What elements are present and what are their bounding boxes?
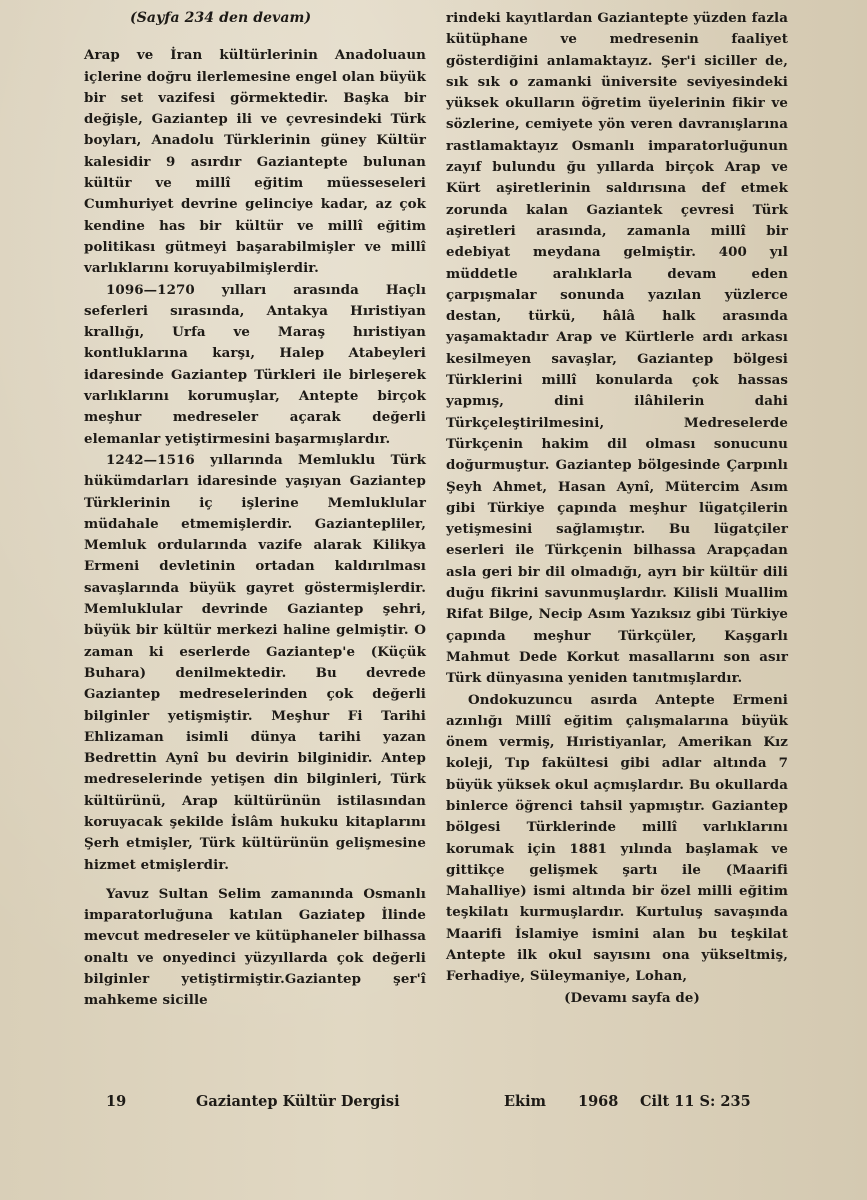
paragraph: Yavuz Sultan Selim zamanında Osmanlı imparatorluğuna katılan Gaziatep İlinde mevcut medreseler ve kütüphaneler bilhassa onaltı ve onyedinci yüzyıllarda çok değerli bilginler yetiştirmiştir.Gaziantep şer'î mahkeme sicille bbox=[84, 885, 426, 1009]
volume-issue: Cilt 11 S: 235 bbox=[640, 1093, 751, 1110]
page-footer bbox=[0, 1093, 867, 1117]
continuation-note-bottom: (Devamı sayfa de) bbox=[564, 989, 700, 1006]
left-column bbox=[84, 8, 426, 1012]
continuation-note-top: (Sayfa 234 den devam) bbox=[130, 10, 312, 26]
issue-month: Ekim bbox=[504, 1093, 546, 1110]
paragraph: Ondokuzuncu asırda Antepte Ermeni azınlığı Millî eğitim çalışmalarına büyük önem vermiş, Hıristiyanlar, Amerikan Kız koleji, Tıp fakültesi gibi adlar altında 7 büyük yüksek okul açmışlardır. Bu okullarda binlerce öğrenci tahsil yapmıştır. Gaziantep bölgesi Türklerinde millî varlıklarını korumak için 1881 yılında başlamak ve gittikçe gelişmek şartı ile (Maarifi Mahalliye) ismi altında bir özel milli eğitim teşkilatı kurmuşlardır. Kurtuluş savaşında Maarifi İslamiye ismini alan bu teşkilat Antepte ilk okul sayısını ona yükseltmiş, Ferhadiye, Süleymaniye, Lohan, bbox=[446, 691, 788, 985]
paragraph: 1242—1516 yıllarında Memluklu Türk hükümdarları idaresinde yaşıyan Gaziantep Türklerinin iç işlerine Memluklular müdahale etmemişlerdir. Gaziantepliler, Memluk ordularında vazife alarak Kilikya Ermeni devletinin ortadan kaldırılması savaşlarında büyük gayret göstermişlerdir. Memluklular devrinde Gaziantep şehri, büyük bir kültür merkezi haline gelmiştir. O zaman ki eserlerde Gaziantep'e (Küçük Buhara) denilmektedir. Bu devrede Gaziantep medreselerinden çok değerli bilginler yetişmiştir. Meşhur Fi Tarihi Ehlizaman isimli dünya tarihi yazan Bedrettin Aynî bu devirin bilginidir. Antep medreselerinde yetişen din bilginleri, Türk kültürünü, Arap kültürünün istilasından koruyacak şekilde İslâm hukuku kitaplarını Şerh etmişler, Türk kültürünün gelişmesine hizmet etmişlerdir. bbox=[84, 451, 426, 873]
issue-year: 1968 bbox=[578, 1093, 619, 1110]
paragraph: Arap ve İran kültürlerinin Anadoluaun içlerine doğru ilerlemesine engel olan büyük bir set vazifesi görmektedir. Başka bir değişle, Gaziantep ili ve çevresindeki Türk boyları, Anadolu Türklerinin güney Kültür kalesidir 9 asırdır Gaziantepte bulunan kültür ve millî eğitim müesseseleri Cumhuriyet devrine gelinciye kadar, az çok kendine has bir kültür ve millî eğitim politikası gütmeyi başarabilmişler ve millî varlıklarını koruyabilmişlerdir. bbox=[84, 47, 426, 277]
page-number: 19 bbox=[106, 1093, 127, 1110]
paragraph: rindeki kayıtlardan Gaziantepte yüzden fazla kütüphane ve medresenin faaliyet gösterdiğini anlamaktayız. Şer'i siciller de, sık sık o zamanki üniversite seviyesindeki yüksek okulların öğretim üyelerinin fikir ve sözlerine, cemiyete yön veren davranışlarına rastlamaktayız Osmanlı imparatorluğunun zayıf bulundu ğu yıllarda birçok Arap ve Kürt aşiretlerinin saldırısına def etmek zorunda kalan Gaziantek çevresi Türk aşiretleri arasında, zamanla millî bir edebiyat meydana gelmiştir. 400 yıl müddetle aralıklarla devam eden çarpışmalar sonunda yazılan yüzlerce destan, türkü, hâlâ halk arasında yaşamaktadır Arap ve Kürtlerle ardı arkası kesilmeyen savaşlar, Gaziantep bölgesi Türklerini millî konularda çok hassas yapmış, dini ilâhilerin dahi Türkçeleştirilmesini, Medreselerde Türkçenin hakim dil olması sonucunu doğurmuştur. Gaziantep bölgesinde Çarpınlı Şeyh Ahmet, Hasan Aynî, Mütercim Asım gibi Türkiye çapında meşhur lügatçilerin yetişmesini sağlamıştır. Bu lügatçiler eserleri ile Türkçenin bilhassa Arapçadan asla geri bir dil olmadığı, ayrı bir kültür dili duğu fikrini savunmuşlardır. Kilisli Muallim Rifat Bilge, Necip Asım Yazıksız gibi Türkiye çapında meşhur Türkçüler, Kaşgarlı Mahmut Dede Korkut masallarını son asır Türk dünyasına yeniden tanıtmışlardır. bbox=[446, 10, 788, 687]
right-column bbox=[446, 8, 788, 1009]
paragraph: 1096—1270 yılları arasında Haçlı seferleri sırasında, Antakya Hıristiyan krallığı, Urfa ve Maraş hıristiyan kontluklarına karşı, Halep Atabeyleri idaresinde Gaziantep Türkleri ile birleşerek varlıklarını korumuşlar, Antepte birçok meşhur medreseler açarak değerli elemanlar yetiştirmesini başarmışlardır. bbox=[84, 281, 426, 447]
journal-title: Gaziantep Kültür Dergisi bbox=[196, 1093, 400, 1110]
